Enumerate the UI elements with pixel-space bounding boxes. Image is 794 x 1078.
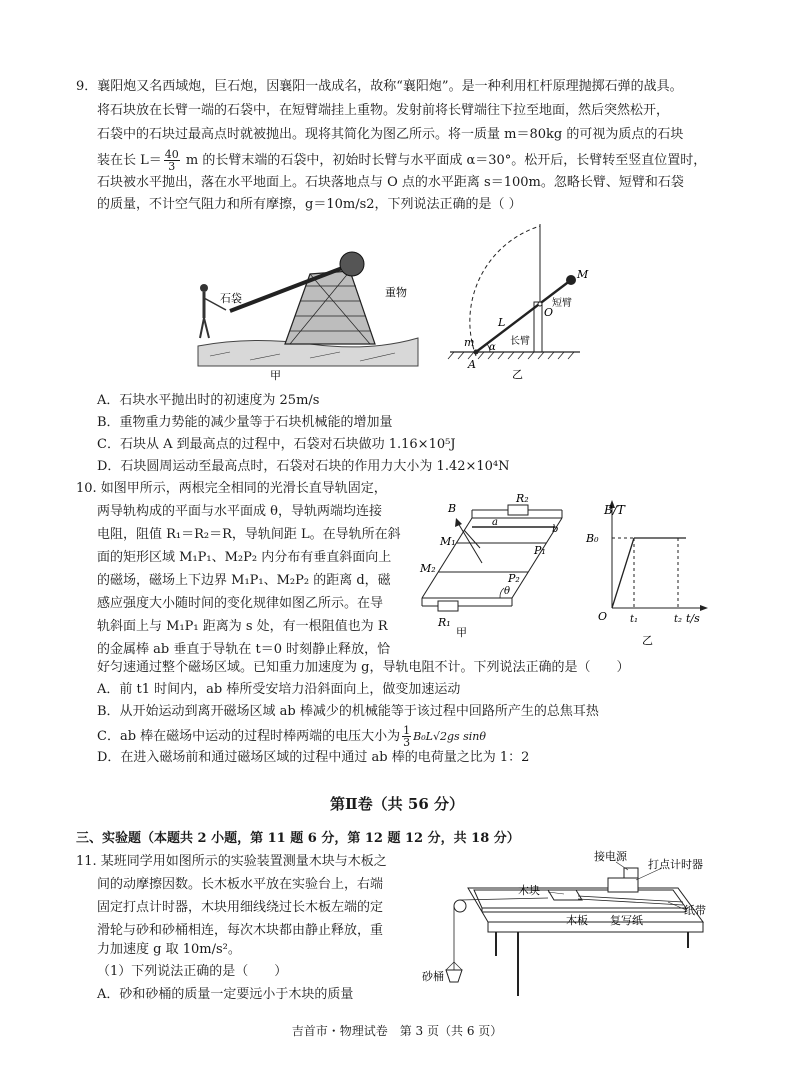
label-theta: θ [504, 586, 511, 597]
q10-option-b: B．从开始运动到离开磁场区域 ab 棒减少的机械能等于该过程中回路所产生的总焦耳热 [97, 704, 599, 719]
q9-line-4 [97, 149, 706, 172]
label-t2: t₂ [674, 614, 683, 625]
q10-line-3: 电阻，阻值 R₁＝R₂＝R，导轨间距 L。在导轨所在斜 [97, 527, 401, 542]
label-bucket: 砂桶 [422, 970, 444, 983]
page-footer: 吉首市・物理试卷 第 3 页（共 6 页） [291, 1024, 503, 1038]
q9-figure-trebuchet [190, 226, 420, 386]
q10-line-9: 好匀速通过整个磁场区域。已知重力加速度为 g，导轨电阻不计。下列说法正确的是（ ） [97, 660, 630, 675]
q10-c-numerator: 1 [403, 724, 411, 737]
q10-option-c [97, 725, 486, 748]
q9-option-a: A．石块水平抛出时的初速度为 25m/s [97, 393, 320, 408]
q10-c-denominator: 3 [403, 736, 411, 749]
q10-option-c-fraction [402, 725, 411, 748]
q9-fig-caption-jia: 甲 [270, 369, 281, 382]
label-M1: M₁ [440, 535, 456, 548]
q9-fraction-denominator: 3 [168, 160, 176, 173]
label-origin-O: O [598, 610, 608, 623]
label-axis-t: t/s [686, 612, 700, 625]
q9-option-b: B．重物重力势能的减少量等于石块机械能的增加量 [97, 415, 393, 430]
q9-line-4-a: 装在长 L＝ [97, 153, 162, 168]
q10-line-7: 轨斜面上与 M₁P₁ 距离为 s 处，有一根阻值也为 R [97, 619, 388, 634]
q11-line-2: 间的动摩擦因数。长木板水平放在实验台上，右端 [97, 877, 384, 892]
q9-line-4-b: m 的长臂末端的石袋中，初始时长臂与水平面成 α＝30°。松开后，长臂转至竖直位置时， [181, 153, 707, 168]
q9-fig-caption-yi: 乙 [512, 368, 523, 381]
section-3-heading: 三、实验题（本题共 2 小题，第 11 题 6 分，第 12 题 12 分，共 18 分） [76, 831, 520, 846]
q11-option-a: A．砂和砂桶的质量一定要远小于木块的质量 [97, 987, 354, 1002]
label-L: L [498, 316, 506, 329]
label-R1: R₁ [438, 616, 451, 629]
q9-line-1: 9．襄阳炮又名西域炮，巨石炮，因襄阳一战成名，故称“襄阳炮”。是一种利用杠杆原理抛掷石弹的战具。 [76, 79, 683, 94]
q10-figure-bt-graph [584, 496, 714, 648]
label-b: b [552, 524, 559, 535]
q9-option-d: D．石块圆周运动至最高点时，石袋对石块的作用力大小为 1.42×10⁴N [97, 459, 510, 474]
q10-option-d: D．在进入磁场前和通过磁场区域的过程中通过 ab 棒的电荷量之比为 1：2 [97, 750, 530, 765]
q11-line-6: （1）下列说法正确的是（ ） [97, 964, 288, 979]
q9-line-5: 石块被水平抛出，落在水平地面上。石块落地点与 O 点的水平距离 s＝100m。忽略长臂、短臂和石袋 [97, 175, 684, 190]
label-B0: B₀ [586, 532, 599, 545]
label-carbon: 复写纸 [610, 914, 643, 927]
q11-line-5: 力加速度 g 取 10m/s²。 [97, 942, 241, 957]
label-A: A [468, 358, 476, 371]
q9-line-2: 将石块放在长臂一端的石袋中，在短臂端挂上重物。发射前将长臂端往下拉至地面，然后突然松开， [97, 103, 670, 118]
label-R2: R₂ [516, 492, 529, 505]
label-alpha: α [489, 342, 496, 353]
q10-line-1: 10. 如图甲所示，两根完全相同的光滑长直导轨固定， [76, 481, 387, 496]
q10-line-4: 面的矩形区域 M₁P₁、M₂P₂ 内分布有垂直斜面向上 [97, 550, 392, 565]
q9-line-3: 石袋中的石块过最高点时就被抛出。现将其简化为图乙所示。将一质量 m＝80kg 的可视为质点的石块 [97, 127, 684, 142]
q10-line-8: 的金属棒 ab 垂直于导轨在 t＝0 时刻静止释放，恰 [97, 642, 391, 657]
q10-figure-rails [412, 488, 582, 640]
q9-option-c: C．石块从 A 到最高点的过程中，石袋对石块做功 1.16×10⁵J [97, 437, 456, 452]
label-M: M [577, 268, 589, 281]
label-axis-B: B/T [604, 503, 625, 517]
label-m: m [464, 336, 475, 349]
q10-option-c-text: C．ab 棒在磁场中运动的过程时棒两端的电压大小为 [97, 729, 401, 744]
q11-line-3: 固定打点计时器，木块用细线绕过长木板左端的定 [97, 900, 384, 915]
q11-line-1: 11. 某班同学用如图所示的实验装置测量木块与木板之 [76, 854, 387, 869]
label-tape: 纸带 [684, 904, 706, 917]
label-t1: t₁ [630, 614, 639, 625]
q11-line-4: 滑轮与砂和砂桶相连，每次木块都由静止释放，重 [97, 923, 384, 938]
label-block: 木块 [518, 884, 540, 897]
q10-option-a: A．前 t1 时间内，ab 棒所受安培力沿斜面向上，做变加速运动 [97, 682, 461, 697]
label-short-arm: 短臂 [552, 298, 572, 309]
q9-figure-lever [440, 218, 600, 384]
label-P1: P₁ [534, 544, 546, 557]
label-board: 木板 [566, 914, 588, 927]
q10-line-2: 两导轨构成的平面与水平面成 θ，导轨两端均连接 [97, 504, 382, 519]
q9-fraction-numerator: 40 [164, 148, 179, 161]
q9-line-6: 的质量，不计空气阻力和所有摩擦，g＝10m/s2，下列说法正确的是（ ） [97, 197, 522, 212]
label-long-arm: 长臂 [510, 336, 530, 347]
label-weight: 重物 [385, 286, 407, 299]
q10-line-5: 的磁场，磁场上下边界 M₁P₁、M₂P₂ 的距离 d，磁 [97, 573, 391, 588]
q9-length-fraction [164, 149, 180, 172]
q10-line-6: 感应强度大小随时间的变化规律如图乙所示。在导 [97, 596, 384, 611]
q10-fig-caption-jia: 甲 [456, 626, 467, 639]
label-B-field: B [448, 502, 457, 515]
q11-figure-apparatus [418, 848, 718, 1008]
q10-option-c-formula: B₀L√2gs sinθ [413, 730, 487, 743]
q10-fig-caption-yi: 乙 [642, 634, 653, 647]
label-M2: M₂ [420, 562, 436, 575]
label-stone-bag: 石袋 [220, 292, 242, 305]
label-O: O [544, 306, 554, 319]
label-timer: 打点计时器 [648, 858, 703, 871]
label-a: a [492, 517, 498, 528]
part-2-title: 第Ⅱ卷（共 56 分） [330, 795, 464, 813]
label-power: 接电源 [594, 850, 627, 863]
label-P2: P₂ [508, 572, 520, 585]
